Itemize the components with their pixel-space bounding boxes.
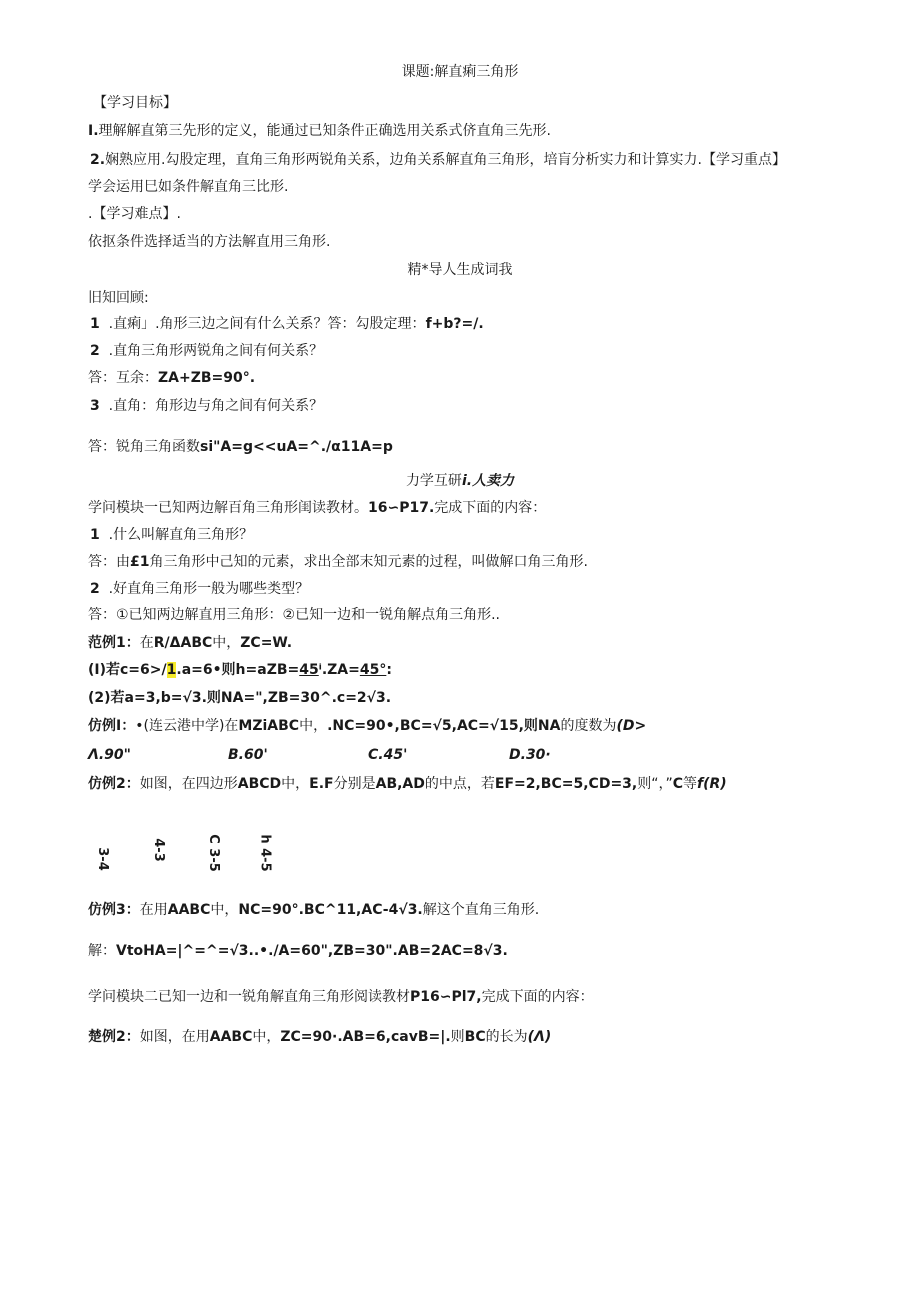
section-2-title-suffix: i.人卖力	[461, 473, 515, 489]
example-1-triangle: R/ΔABC	[153, 635, 213, 651]
module-1-intro	[88, 498, 546, 518]
practice-3-condition: NC=90°.BC^11,AC-4√3.	[238, 902, 423, 918]
example-2-label: 楚例2：	[88, 1029, 140, 1045]
module-1-intro-pages: 16∽P17.	[368, 500, 435, 516]
module-1-q2-num: 2	[90, 581, 100, 597]
practice-2-option-d: h 4-5	[257, 834, 273, 872]
difficulty-header: .【学习难点】.	[88, 206, 181, 222]
practice-2-k: C	[672, 776, 684, 792]
practice-1-option-d: D.30·	[509, 747, 551, 763]
example-1-part-2: (2)若a=3,b=√3.则NA=",ZB=30^.c=2√3.	[88, 690, 392, 706]
example-2	[88, 1027, 551, 1047]
review-q1-formula: f+b?=/.	[425, 316, 484, 332]
practice-1-b: •(连云港中学)在	[135, 718, 239, 734]
practice-2-option-b: 4-3	[150, 838, 166, 862]
page-title: 课题:解直痢三角形	[401, 64, 519, 80]
goal-2-text: 娴熟应用.勾股定理，直角三角形两锐角关系，边角关系解直角三角形，培肓分析实力和计算实力.【学习重点】	[105, 152, 786, 168]
practice-3	[88, 900, 539, 920]
module-1-q1-text: .什么叫解直角三角形？	[108, 527, 254, 543]
review-a3-formula: si"A=g<<uA=^./α11A=p	[200, 439, 393, 455]
module-1-q2	[90, 579, 309, 599]
module-1-q2-text: .好直角三角形一般为哪些类型？	[108, 581, 310, 597]
practice-1-triangle: MZiABC	[238, 718, 300, 734]
module-2-intro-c: 完成下面的内容：	[481, 989, 594, 1005]
review-q2-num: 2	[90, 343, 100, 359]
solution-3-body: VtoHA=|^=^=√3..•./A=60",ZB=30".AB=2AC=8√3.	[116, 943, 508, 959]
review-a3	[88, 437, 393, 457]
review-q3-num: 3	[90, 398, 100, 414]
practice-1-option-b: B.60'	[228, 747, 268, 763]
practice-2-d: 中，	[281, 776, 310, 792]
example-2-d: 中，	[252, 1029, 281, 1045]
practice-2-f: 分别是	[333, 776, 376, 792]
module-2-intro-a: 学问模块二已知一边和一锐角解直角三角形阅读教材	[88, 989, 410, 1005]
section-1-title: 精*导人生成词我	[407, 262, 513, 278]
practice-1	[88, 716, 646, 736]
practice-3-label: 仿例3：	[88, 902, 140, 918]
goal-1	[88, 121, 551, 141]
practice-2-l: 等	[683, 776, 698, 792]
review-q1-text: .直痢」.角形三边之间有什么关系？答：勾股定理：	[108, 316, 426, 332]
example-1-part-1-answer-2: 45°	[359, 662, 387, 678]
review-a2-formula: ZA+ZB=90°.	[158, 370, 256, 386]
example-2-h: 的长为	[485, 1029, 528, 1045]
practice-2-b: 如图，在四边形	[139, 776, 238, 792]
example-2-answer: (Λ)	[527, 1029, 552, 1045]
practice-2-option-c: C 3-5	[205, 834, 221, 872]
example-2-triangle: AABC	[209, 1029, 253, 1045]
example-2-side: BC	[464, 1029, 486, 1045]
practice-3-b: 在用	[139, 902, 168, 918]
example-2-condition: ZC=90·.AB=6,cavB=|.	[280, 1029, 451, 1045]
example-1	[88, 633, 292, 653]
practice-2-h: 的中点，若	[424, 776, 495, 792]
review-a3-label: 答：锐角三角函数	[88, 439, 200, 455]
practice-1-answer: (D>	[616, 718, 647, 734]
practice-1-option-c: C.45'	[368, 747, 408, 763]
review-q3-text: .直角：角形边与角之间有何关系？	[108, 398, 324, 414]
goal-2	[90, 150, 786, 170]
goal-1-text: 理解解直第三先形的定义，能通过已知条件正确选用关系式侪直角三先形.	[98, 123, 551, 139]
review-q2	[90, 341, 323, 361]
module-1-a1	[88, 552, 588, 572]
example-2-b: 如图，在用	[139, 1029, 210, 1045]
example-1-b: 在	[139, 635, 154, 651]
module-1-a1-a: 答：由	[88, 554, 130, 570]
example-2-f: 则	[450, 1029, 465, 1045]
example-1-part-1-answer-1: 45	[299, 662, 319, 678]
review-q2-text: .直角三角形两锐角之间有何关系？	[108, 343, 324, 359]
practice-1-condition: .NC=90•,BC=√5,AC=√15,则NA	[327, 718, 561, 734]
practice-1-option-a: Λ.90"	[88, 747, 131, 763]
example-1-part-1	[88, 660, 392, 680]
module-1-q1-num: 1	[90, 527, 100, 543]
section-2-title	[0, 471, 920, 491]
solution-3-label: 解：	[88, 943, 116, 959]
module-2-intro-pages: P16∽Pl7,	[410, 989, 482, 1005]
review-q3	[90, 396, 323, 416]
review-a2	[88, 368, 255, 388]
module-1-intro-a: 学问模块一已知两边解百角三角形闺读教材。	[88, 500, 368, 516]
key-point-text: 学会运用巳如条件解直角三比形.	[88, 179, 289, 195]
practice-2-quad: ABCD	[237, 776, 282, 792]
example-1-part-1-a: (I)若c=6>/	[88, 662, 167, 678]
example-1-label: 范例1：	[88, 635, 140, 651]
module-1-a1-c: 角三角形中己知的元素，求出全部末知元素的过程，叫做解口角三角形.	[149, 554, 588, 570]
module-1-a2: 答：①已知两边解直用三角形：②已知一边和一锐角解点角三角形..	[88, 607, 501, 623]
goals-header: 【学习目标】	[93, 95, 177, 111]
practice-3-f: 解这个直角三角形.	[422, 902, 540, 918]
example-1-part-1-b: .a=6•则h=aZB=	[176, 662, 300, 678]
section-2-title-main: 力学互研	[405, 473, 462, 489]
module-1-a1-b: £1	[130, 554, 150, 570]
goal-1-num: I.	[88, 123, 99, 139]
practice-3-triangle: AABC	[167, 902, 211, 918]
practice-2-j: 则“，”	[637, 776, 673, 792]
practice-2-label: 仿例2：	[88, 776, 140, 792]
review-a2-label: 答：互余：	[88, 370, 158, 386]
solution-3	[88, 941, 508, 961]
example-1-d: 中，	[212, 635, 241, 651]
module-1-q1	[90, 525, 253, 545]
example-1-condition: ZC=W.	[240, 635, 293, 651]
example-1-part-1-highlight: 1	[166, 662, 177, 678]
module-2-intro	[88, 987, 594, 1007]
practice-2-points: E.F	[309, 776, 334, 792]
practice-2-option-a: 3-4	[94, 847, 110, 871]
difficulty-text: 依抠条件选择适当的方法解直用三角形.	[88, 234, 331, 250]
example-1-part-1-c: ⁱ.ZA=	[318, 662, 360, 678]
example-1-part-1-d: :	[386, 662, 392, 678]
review-header: 旧知回顾:	[88, 290, 149, 306]
practice-2-answer: f(R)	[697, 776, 727, 792]
practice-1-f: 的度数为	[560, 718, 617, 734]
practice-2-lengths: EF=2,BC=5,CD=3,	[494, 776, 638, 792]
practice-2-sides: AB,AD	[375, 776, 425, 792]
review-q1	[90, 314, 484, 334]
module-1-intro-c: 完成下面的内容：	[434, 500, 547, 516]
review-q1-num: 1	[90, 316, 100, 332]
practice-1-d: 中，	[299, 718, 328, 734]
practice-1-label: 仿例I：	[88, 718, 136, 734]
practice-3-d: 中，	[210, 902, 239, 918]
goal-2-num: 2.	[90, 152, 106, 168]
practice-2	[88, 774, 727, 794]
